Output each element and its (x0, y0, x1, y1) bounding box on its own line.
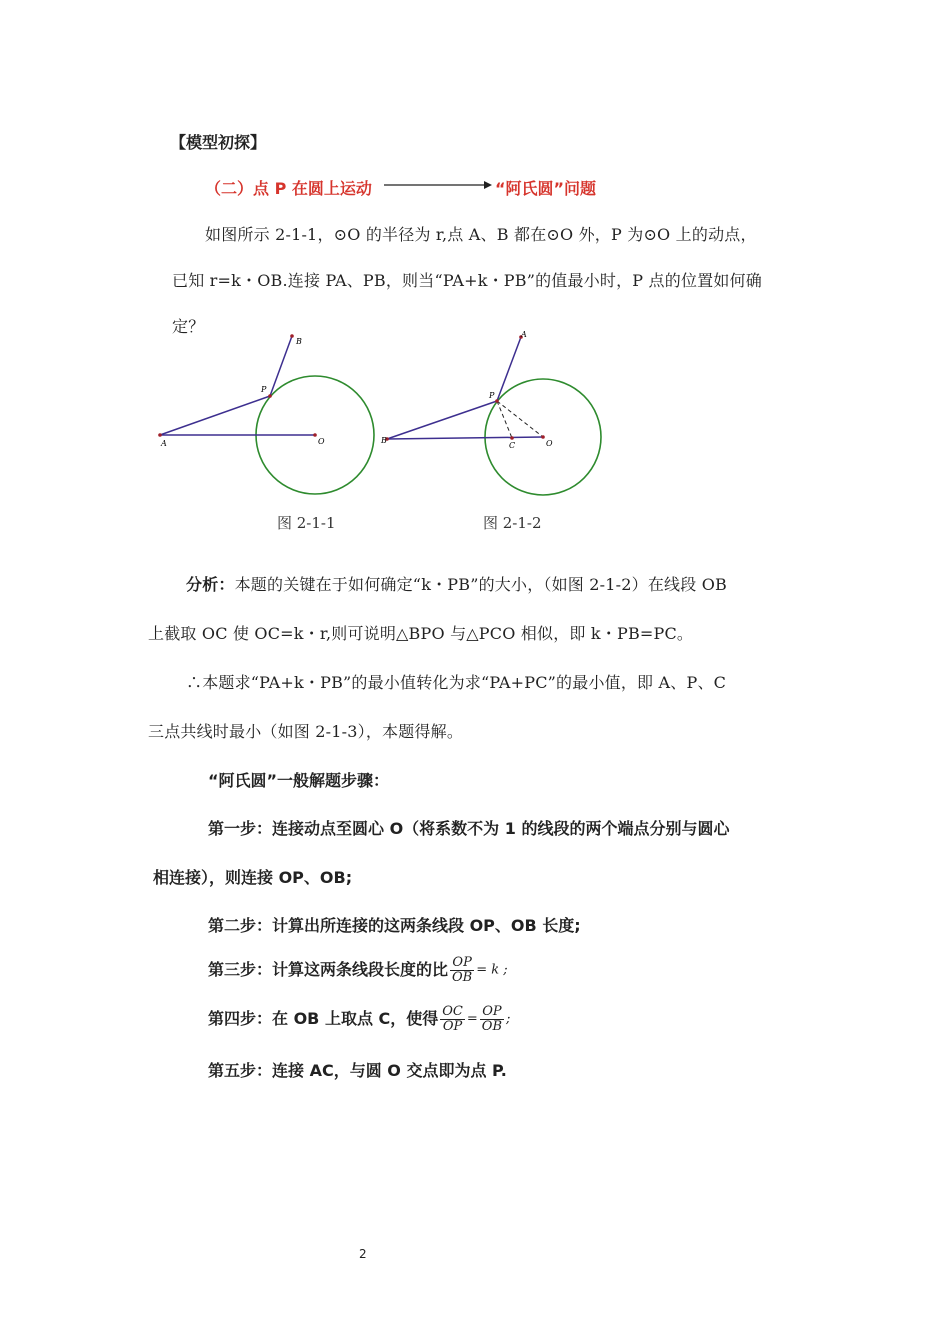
page-number: 2 (359, 1247, 367, 1261)
fraction-numerator: OP (450, 956, 474, 971)
analysis-line-3: ∴本题求“PA+k・PB”的最小值转化为求“PA+PC”的最小值，即 A、P、C (186, 673, 727, 692)
label-p: P (261, 385, 267, 394)
subtitle-left: （二）点 P 在圆上运动 (205, 179, 372, 198)
step-2: 第二步：计算出所连接的这两条线段 OP、OB 长度; (208, 916, 581, 935)
figure-2-1-2 (375, 325, 615, 505)
fraction-oc-op (440, 1005, 465, 1034)
step-1-line-2: 相连接），则连接 OP、OB; (153, 868, 353, 887)
label-c: C (509, 441, 516, 450)
label-a: A (161, 439, 167, 448)
fraction-op-ob (450, 956, 474, 985)
step-3-text: 第三步：计算这两条线段长度的比 (208, 960, 449, 979)
step-4-end: ; (506, 1011, 511, 1027)
arrow-right-icon (382, 178, 494, 192)
steps-heading: “阿氏圆”一般解题步骤： (208, 771, 390, 790)
problem-line-3: 定？ (172, 317, 205, 336)
problem-line-2: 已知 r=k・OB.连接 PA、PB，则当“PA+k・PB”的值最小时，P 点的位置如何确 (172, 271, 762, 290)
analysis-line-4: 三点共线时最小（如图 2-1-3），本题得解。 (148, 722, 464, 741)
step-3-rhs: = k ; (476, 962, 508, 978)
analysis-label: 分析： (186, 575, 235, 594)
segment-bp (387, 401, 497, 439)
label-p: P (489, 391, 495, 400)
label-o: O (546, 439, 553, 448)
segment-ap (160, 396, 270, 435)
label-o: O (318, 437, 325, 446)
label-b: B (296, 337, 302, 346)
step-5: 第五步：连接 AC，与圆 O 交点即为点 P. (208, 1061, 507, 1080)
figure-2-1-1 (150, 328, 390, 503)
segment-bo (387, 437, 543, 439)
step-4 (208, 1001, 510, 1038)
step-4-text: 第四步：在 OB 上取点 C，使得 (208, 1009, 439, 1028)
segment-pa (497, 337, 521, 401)
fraction-op-ob (480, 1005, 504, 1034)
segment-po-dashed (497, 401, 543, 437)
fraction-denominator: OB (452, 970, 473, 985)
problem-line-1: 如图所示 2-1-1，⊙O 的半径为 r,点 A、B 都在⊙O 外，P 为⊙O 上的动点， (205, 225, 757, 244)
label-a: A (521, 330, 527, 339)
figure-caption-1: 图 2-1-1 (277, 514, 336, 532)
section-title: 【模型初探】 (170, 133, 267, 152)
step-3 (208, 952, 508, 989)
figure-caption-2: 图 2-1-2 (483, 514, 542, 532)
equals-sign: = (466, 1011, 478, 1027)
analysis-line-1 (186, 572, 727, 595)
fraction-numerator: OC (442, 1004, 463, 1019)
subtitle-right: “阿氏圆”问题 (495, 179, 597, 198)
analysis-line-2: 上截取 OC 使 OC=k・r,则可说明△BPO 与△PCO 相似，即 k・PB=PC。 (148, 624, 694, 643)
fraction-denominator: OP (442, 1019, 463, 1034)
fraction-denominator: OB (481, 1019, 502, 1034)
fraction-numerator: OP (480, 1005, 504, 1020)
label-b: B (381, 436, 387, 445)
step-1-line-1: 第一步：连接动点至圆心 O（将系数不为 1 的线段的两个端点分别与圆心 (208, 819, 730, 838)
analysis-text-1: 本题的关键在于如何确定“k・PB”的大小，（如图 2-1-2）在线段 OB (234, 575, 727, 594)
